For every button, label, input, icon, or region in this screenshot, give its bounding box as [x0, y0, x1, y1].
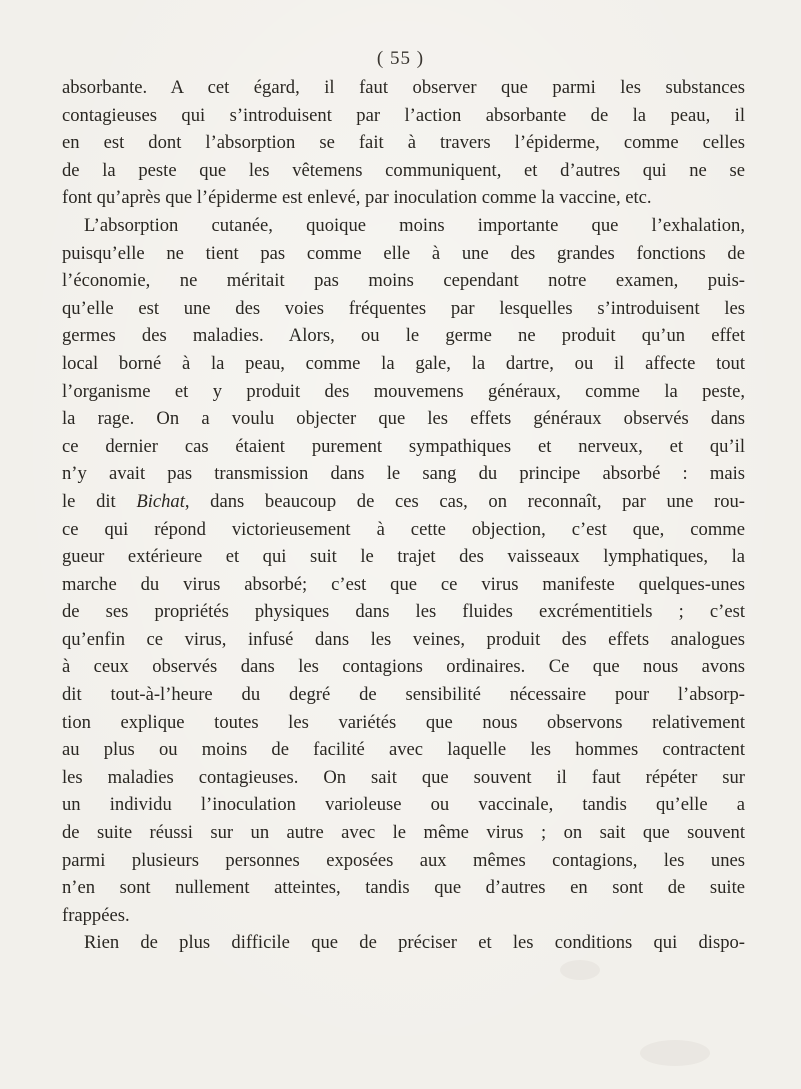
text-line: L’absorption cutanée, quoique moins importante que l’exhalation,	[84, 214, 745, 236]
text-line: à ceux observés dans les contagions ordinaires. Ce que nous avons	[62, 656, 745, 678]
text-line: un individu l’inoculation varioleuse ou vaccinale, tandis qu’elle a	[62, 794, 745, 816]
paper-stain	[560, 960, 600, 980]
text-line: puisqu’elle ne tient pas comme elle à une des grandes fonctions de	[62, 242, 745, 264]
text-line: absorbante. A cet égard, il faut observer que parmi les substances	[62, 77, 745, 98]
text-fragment: le dit	[62, 490, 137, 512]
text-line: l’économie, ne méritait pas moins cependant notre examen, puis-	[62, 270, 745, 292]
text-line	[62, 488, 745, 516]
text-line: marche du virus absorbé; c’est que ce virus manifeste quelques-unes	[62, 573, 745, 595]
text-line: tion explique toutes les variétés que nous observons relativement	[62, 711, 745, 733]
page-number: ( 55 )	[376, 48, 425, 69]
text-line: parmi plusieurs personnes exposées aux mêmes contagions, les unes	[62, 849, 745, 871]
text-line: frappées.	[62, 904, 130, 926]
paper-stain	[640, 1040, 710, 1066]
text-line: font qu’après que l’épiderme est enlevé, par inoculation comme la vaccine, etc.	[62, 187, 652, 209]
text-line: dit tout-à-l’heure du degré de sensibilité nécessaire pour l’absorp-	[62, 684, 745, 706]
text-line: qu’elle est une des voies fréquentes par lesquelles s’introduisent les	[62, 297, 745, 319]
text-line: en est dont l’absorption se fait à travers l’épiderme, comme celles	[62, 132, 745, 154]
text-line: local borné à la peau, comme la gale, la dartre, ou il affecte tout	[62, 352, 745, 374]
text-line: de la peste que les vêtemens communiquent, et d’autres qui ne se	[62, 159, 745, 181]
text-line: germes des maladies. Alors, ou le germe ne produit qu’un effet	[62, 325, 745, 347]
text-line: les maladies contagieuses. On sait que souvent il faut répéter sur	[62, 766, 745, 788]
body-text	[62, 74, 745, 957]
text-line: Rien de plus difficile que de préciser et les conditions qui dispo-	[84, 932, 745, 954]
text-line: gueur extérieure et qui suit le trajet des vaisseaux lymphatiques, la	[62, 546, 745, 568]
text-line: la rage. On a voulu objecter que les effets généraux observés dans	[62, 408, 745, 430]
text-line: ce dernier cas étaient purement sympathiques et nerveux, et qu’il	[62, 435, 745, 457]
text-line: de suite réussi sur un autre avec le même virus ; on sait que souvent	[62, 822, 745, 844]
text-line: ce qui répond victorieusement à cette objection, c’est que, comme	[62, 518, 745, 540]
text-fragment: , dans beaucoup de ces cas, on reconnaît, par une rou-	[184, 490, 745, 512]
author-name: Bichat	[136, 490, 185, 512]
text-line: n’y avait pas transmission dans le sang du principe absorbé : mais	[62, 463, 745, 485]
text-line: l’organisme et y produit des mouvemens généraux, comme la peste,	[62, 380, 745, 402]
text-line: au plus ou moins de facilité avec laquelle les hommes contractent	[62, 739, 745, 761]
text-line: de ses propriétés physiques dans les fluides excrémentitiels ; c’est	[62, 601, 745, 623]
text-line: n’en sont nullement atteintes, tandis que d’autres en sont de suite	[62, 877, 745, 899]
text-line: contagieuses qui s’introduisent par l’action absorbante de la peau, il	[62, 104, 745, 126]
text-line: qu’enfin ce virus, infusé dans les veines, produit des effets analogues	[62, 628, 745, 650]
